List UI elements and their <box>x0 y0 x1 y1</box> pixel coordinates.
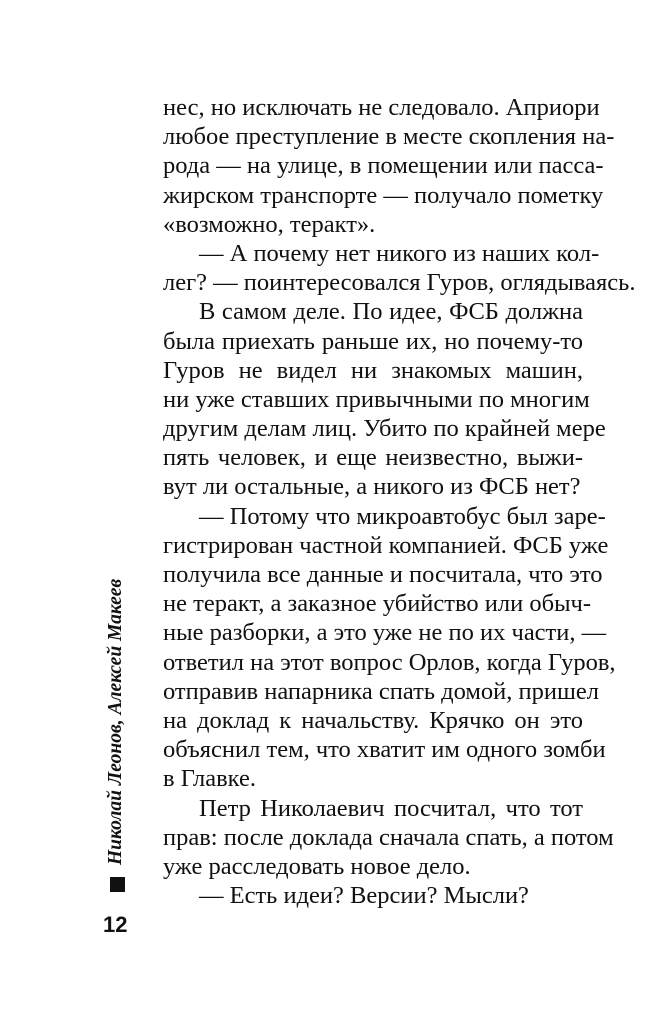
text-line-27: уже расследовать новое дело. <box>163 852 471 880</box>
text-line-4: жирском транспорте — получало пометку <box>163 181 604 209</box>
page-number: 12 <box>103 912 128 937</box>
body-text <box>163 93 636 910</box>
text-line-23: объяснил тем, что хватит им одного зомби <box>163 736 606 764</box>
text-line-19: ные разборки, а это уже не по их части, — <box>163 619 607 647</box>
text-line-28: — Есть идеи? Версии? Мысли? <box>199 882 529 910</box>
text-line-12: другим делам лиц. Убито по крайней мере <box>163 415 606 443</box>
text-line-21: отправив напарника спать домой, пришел <box>163 677 599 705</box>
text-line-15: — Потому что микроавтобус был заре- <box>199 502 606 530</box>
text-line-2: любое преступление в месте скопления на- <box>163 123 615 151</box>
text-line-25: Петр Николаевич посчитал, что тот <box>199 794 583 822</box>
text-line-24: в Главке. <box>163 765 256 793</box>
text-line-10: Гуров не видел ни знакомых машин, <box>163 356 583 384</box>
text-line-8: В самом деле. По идее, ФСБ должна <box>199 298 583 326</box>
text-line-13: пять человек, и еще неизвестно, выжи- <box>163 444 583 472</box>
text-line-7: лег? — поинтересовался Гуров, оглядываясь. <box>163 269 636 297</box>
text-line-20: ответил на этот вопрос Орлов, когда Гуров, <box>163 648 616 676</box>
text-line-22: на доклад к начальству. Крячко он это <box>163 706 583 734</box>
text-line-5: «возможно, теракт». <box>163 210 376 238</box>
text-line-14: вут ли остальные, а никого из ФСБ нет? <box>163 473 581 501</box>
text-line-26: прав: после доклада сначала спать, а потом <box>163 823 614 851</box>
text-line-16: гистрирован частной компанией. ФСБ уже <box>163 531 609 559</box>
square-marker-icon <box>110 877 125 892</box>
text-line-6: — А почему нет никого из наших кол- <box>199 239 600 267</box>
running-header-authors: Николай Леонов, Алексей Макеев <box>105 578 126 865</box>
text-line-18: не теракт, а заказное убийство или обыч- <box>163 590 592 618</box>
text-line-17: получила все данные и посчитала, что это <box>163 561 603 588</box>
text-line-1: нес, но исключать не следовало. Априори <box>163 94 600 121</box>
text-line-3: рода — на улице, в помещении или пасса- <box>163 152 604 180</box>
text-line-11: ни уже ставших привычными по многим <box>163 385 590 413</box>
text-line-9: была приехать раньше их, но почему-то <box>163 327 583 355</box>
